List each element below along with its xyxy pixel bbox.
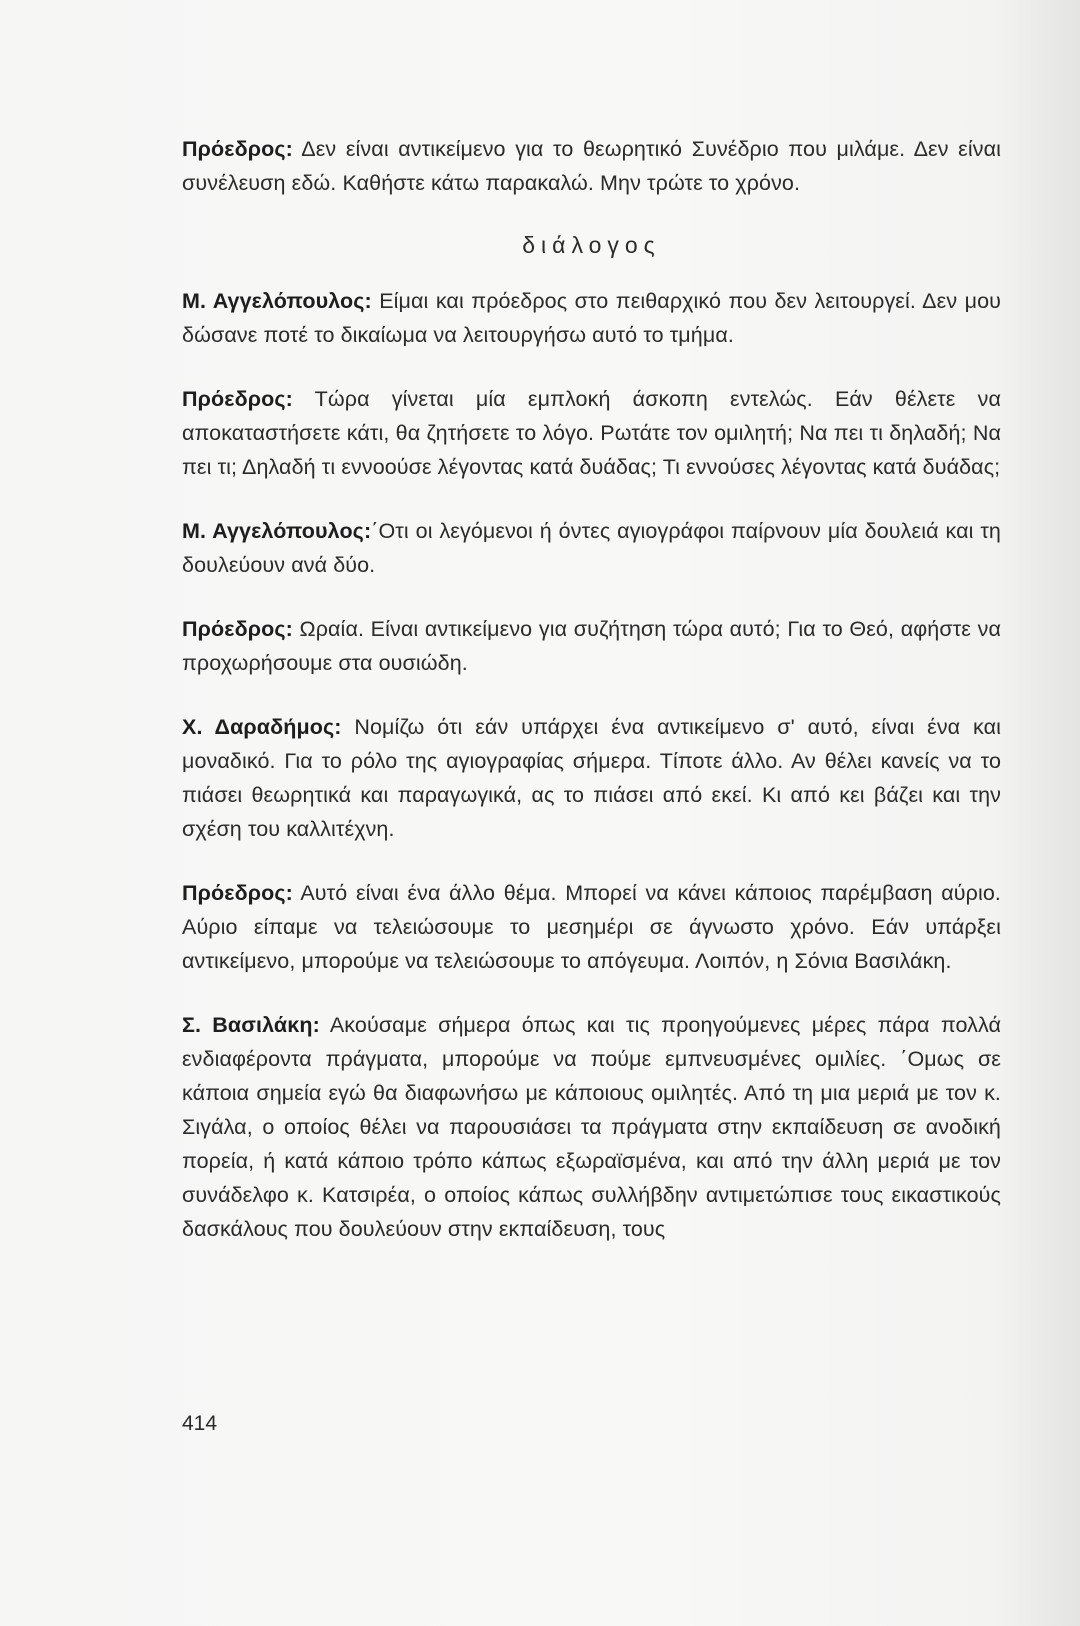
paragraph-gap — [182, 484, 1001, 514]
paragraph-text: Είμαι και πρόεδρος στο πειθαρχικό που δεν λειτουργεί. Δεν μου δώσανε ποτέ το δικαίωμα να λειτουργήσω αυτό το τμήμα. — [182, 289, 1002, 347]
paragraph-gap — [182, 352, 1001, 382]
paragraph-text: Δεν είναι αντικείμενο για το θεωρητικό Συνέδριο που μιλάμε. Δεν είναι συνέλευση εδώ. Καθήστε κάτω παρακαλώ. Μην τρώτε το χρόνο. — [182, 137, 1001, 195]
paragraph-text: Ακούσαμε σήμερα όπως και τις προηγούμενες μέρες πάρα πολλά ενδιαφέροντα πράγματα, μπορούμε να πούμε εμπνευσμένες ομιλίες. ΄Ομως σε κάποια σημεία εγώ θα διαφωνήσω με κάποιους ομιλητές. Από τη μια μεριά με τον κ. Σιγάλα, ο οποίος θέλει να παρουσιάσει τα πράγματα στην εκπαίδευση σε ανοδική πορεία, ή κατά κάποιο τρόπο κάπως εξωραϊσμένα, και από την άλλη μεριά με τον συνάδελφο κ. Κατσιρέα, ο οποίος κάπως συλλήβδην αντιμετώπισε τους εικαστικούς δασκάλους που δουλεύουν στην εκπαίδευση, τους — [182, 1013, 1001, 1241]
paragraph-3 — [182, 382, 1001, 484]
paragraph-text: Ωραία. Είναι αντικείμενο για συζήτηση τώρα αυτό; Για το Θεό, αφήστε να προχωρήσουμε στα ουσιώδη. — [182, 617, 1001, 675]
paragraph-text: ΄Οτι οι λεγόμενοι ή όντες αγιογράφοι παίρνουν μία δουλειά και τη δουλεύουν ανά δύο. — [182, 519, 1001, 577]
speaker-name: Πρόεδρος: — [182, 137, 293, 161]
speaker-name: Πρόεδρος: — [182, 617, 293, 641]
speaker-name: Χ. Δαραδήμος: — [182, 715, 342, 739]
paragraph-gap — [182, 978, 1001, 1008]
paragraph-5 — [182, 612, 1001, 680]
paragraph-4 — [182, 514, 1001, 582]
paragraph-8 — [182, 1008, 1001, 1246]
paragraph-gap — [182, 846, 1001, 876]
paragraph-6 — [182, 710, 1001, 846]
page-number: 414 — [182, 1412, 218, 1435]
section-heading: διάλογος — [522, 232, 661, 258]
paragraph-7 — [182, 876, 1001, 978]
speaker-name: Πρόεδρος: — [182, 881, 293, 905]
paragraph-text: Αυτό είναι ένα άλλο θέμα. Μπορεί να κάνει κάποιος παρέμβαση αύριο. Αύριο είπαμε να τελειώσουμε το μεσημέρι σε άγνωστο χρόνο. Εάν υπάρξει αντικείμενο, μπορούμε να τελειώσουμε το απόγευμα. Λοιπόν, η Σόνια Βασιλάκη. — [182, 881, 1001, 973]
paragraph-text: Τώρα γίνεται μία εμπλοκή άσκοπη εντελώς. Εάν θέλετε να αποκαταστήσετε κάτι, θα ζητήσετε το λόγο. Ρωτάτε τον ομιλητή; Να πει τι δηλαδή; Να πει τι; Δηλαδή τι εννοούσε λέγοντας κατά δυάδας; Τι εννούσες λέγοντας κατά δυάδας; — [182, 387, 1001, 479]
paragraph-gap — [182, 680, 1001, 710]
paragraph-2 — [182, 284, 1001, 352]
speaker-name: Σ. Βασιλάκη: — [182, 1013, 320, 1037]
paragraph-gap — [182, 582, 1001, 612]
paragraph-1 — [182, 132, 1001, 200]
transcript-body — [182, 132, 1001, 1246]
speaker-name: Μ. Αγγελόπουλος: — [182, 289, 372, 313]
speaker-name: Πρόεδρος: — [182, 387, 293, 411]
speaker-name: Μ. Αγγελόπουλος: — [182, 519, 372, 543]
paragraph-text: Νομίζω ότι εάν υπάρχει ένα αντικείμενο σ' αυτό, είναι ένα και μοναδικό. Για το ρόλο της αγιογραφίας σήμερα. Τίποτε άλλο. Αν θέλει κανείς να το πιάσει θεωρητικά και παραγωγικά, ας το πιάσει από εκεί. Κι από κει βάζει και την σχέση του καλλιτέχνη. — [182, 715, 1001, 841]
